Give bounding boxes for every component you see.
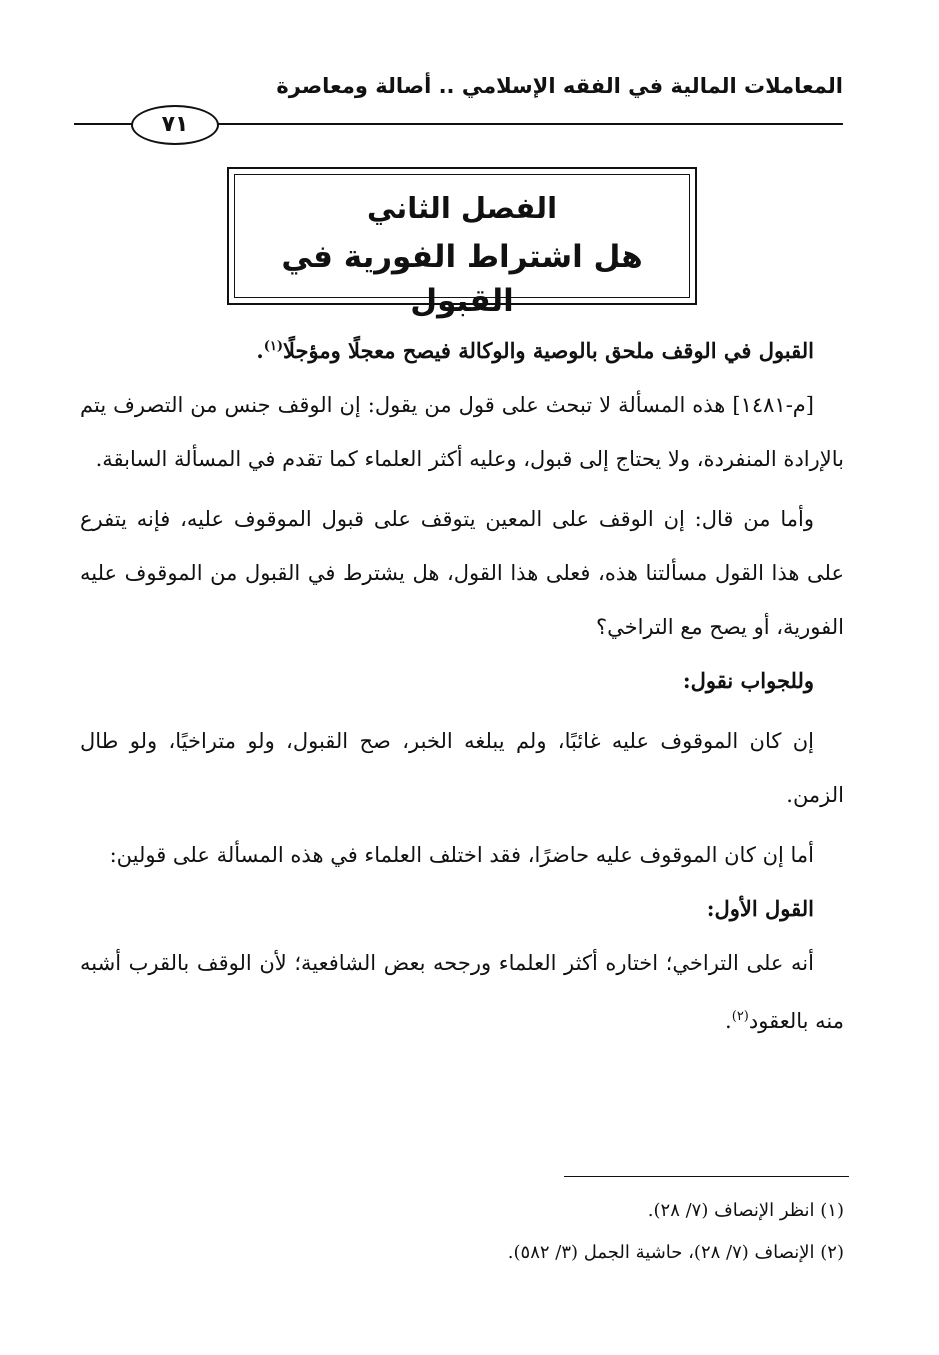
paragraph-8-text: أنه على التراخي؛ اختاره أكثر العلماء ورجحه بعض الشافعية؛ لأن الوقف بالقرب أشبه منه بالعقود <box>80 951 844 1033</box>
paragraph-4: وللجواب نقول: <box>682 668 814 693</box>
paragraph-1-end: . <box>256 338 264 363</box>
paragraph-7: القول الأول: <box>706 896 814 921</box>
paragraph-3: وأما من قال: إن الوقف على المعين يتوقف على قبول الموقوف عليه، فإنه يتفرع على هذا القول مسألتنا هذه، فعلى هذا القول، هل يشترط في القبول من الموقوف عليه الفورية، أو يصح مع التراخي؟ <box>80 507 844 639</box>
paragraph-8 <box>80 936 844 1048</box>
paragraph-8-end: . <box>725 1009 732 1033</box>
paragraph-2: [م-١٤٨١] هذه المسألة لا تبحث على قول من يقول: إن الوقف جنس من التصرف يتم بالإرادة المنفردة، ولا يحتاج إلى قبول، وعليه أكثر العلماء كما تقدم في المسألة السابقة. <box>80 393 844 471</box>
footnote-ref-1: (١) <box>263 339 283 354</box>
body-text <box>80 320 844 1048</box>
paragraph-1-text: القبول في الوقف ملحق بالوصية والوكالة فيصح معجلًا ومؤجلًا <box>282 338 814 363</box>
chapter-title: هل اشتراط الفورية في القبول <box>281 239 643 319</box>
footnote-ref-2: (٢) <box>731 1009 749 1024</box>
chapter-title-box-inner <box>234 174 690 319</box>
paragraph-6: أما إن كان الموقوف عليه حاضرًا، فقد اختلف العلماء في هذه المسألة على قولين: <box>109 843 814 867</box>
paragraph-5: إن كان الموقوف عليه غائبًا، ولم يبلغه الخبر، صح القبول، ولو متراخيًا، ولو طال الزمن. <box>80 729 844 807</box>
page-number: ٧١ <box>131 105 219 145</box>
chapter-label: الفصل الثاني <box>366 191 558 225</box>
chapter-title-box <box>227 167 697 319</box>
footnote-2: (٢) الإنصاف (٧/ ٢٨)، حاشية الجمل (٣/ ٥٨٢). <box>507 1242 844 1263</box>
running-header: المعاملات المالية في الفقه الإسلامي .. أصالة ومعاصرة <box>276 74 843 98</box>
footnote-1: (١) انظر الإنصاف (٧/ ٢٨). <box>647 1200 844 1221</box>
footnote-rule <box>564 1176 849 1177</box>
paragraph-1 <box>80 320 844 378</box>
footnotes <box>200 1190 844 1274</box>
